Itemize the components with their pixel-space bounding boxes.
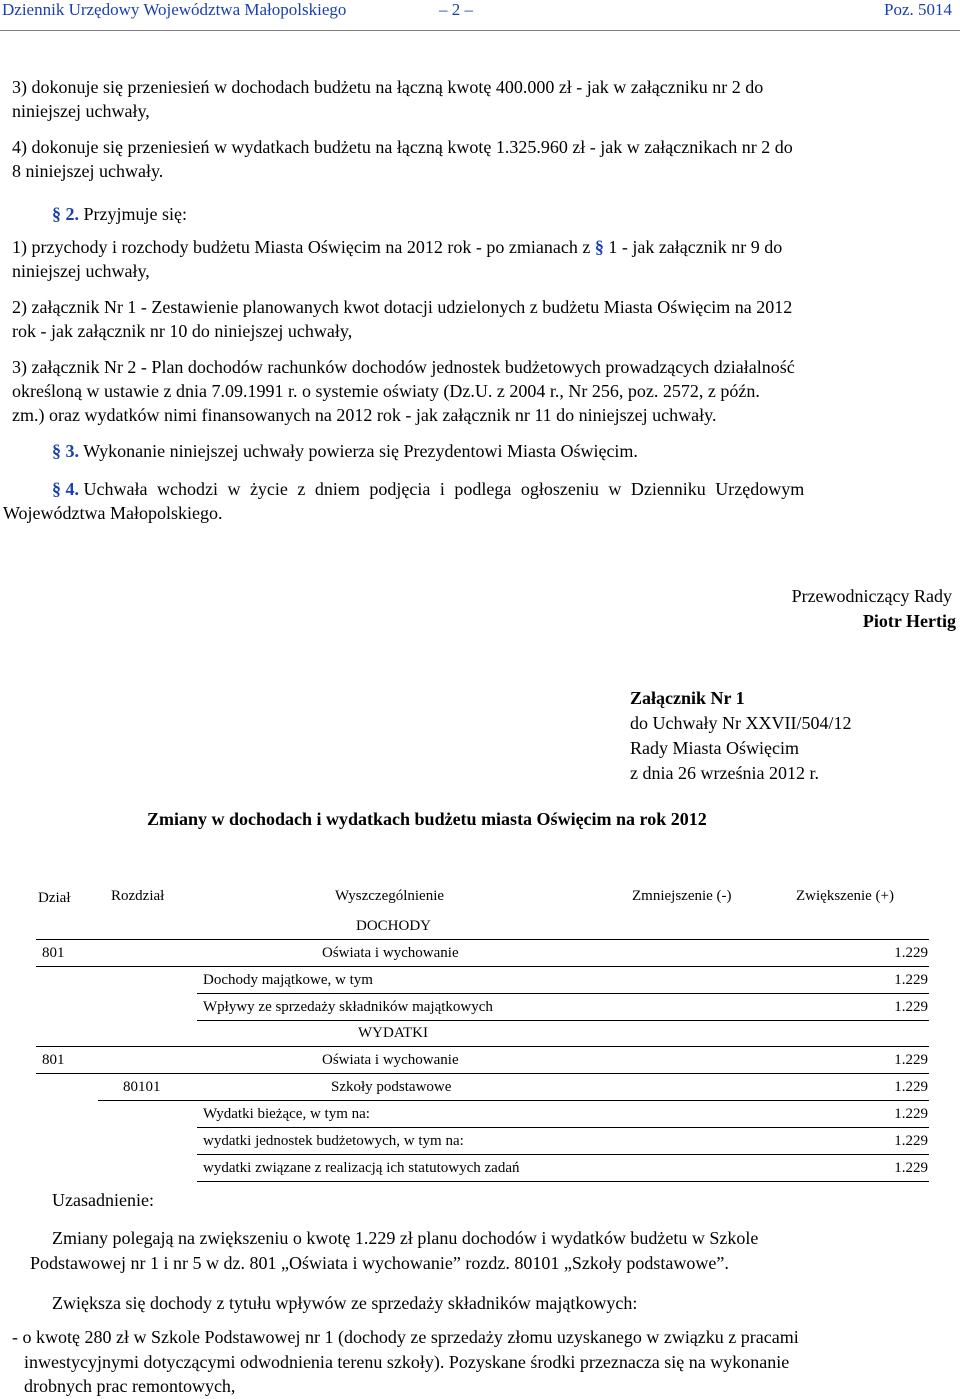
table-row-desc: wydatki jednostek budżetowych, w tym na: <box>203 1133 464 1149</box>
justification-p1-line-1 <box>52 1227 956 1249</box>
point-3-line-2: niniejszej uchwały, <box>12 101 150 121</box>
table-row-dzial: 801 <box>42 1052 65 1068</box>
col-header-dzial: Dział <box>38 890 71 906</box>
section-expense-label: WYDATKI <box>358 1025 428 1041</box>
row-rule <box>197 1154 929 1155</box>
row-rule <box>197 1127 929 1128</box>
item-2-line-1: 2) załącznik Nr 1 - Zestawienie planowanych kwot dotacji udzielonych z budżetu Miasta Oświęcim na 2012 <box>12 297 793 317</box>
position-number: Poz. 5014 <box>884 0 952 19</box>
table-row-desc: Oświata i wychowanie <box>322 945 459 961</box>
table-row-increase: 1.229 <box>894 945 928 961</box>
table-row-increase: 1.229 <box>894 1079 928 1095</box>
justification-p3-line-3: drobnych prac remontowych, <box>24 1376 236 1396</box>
signature-role: Przewodniczący Rady <box>791 586 952 606</box>
item-3-line-3: zm.) oraz wydatków nimi finansowanych na 2012 rok - jak załącznik nr 11 do niniejszej uchwały. <box>12 405 717 425</box>
justification-p2: Zwiększa się dochody z tytułu wpływów ze sprzedaży składników majątkowych: <box>52 1293 638 1313</box>
journal-name: Dziennik Urzędowy Województwa Małopolskiego <box>2 0 347 19</box>
table-row-increase: 1.229 <box>894 999 928 1015</box>
row-rule <box>98 1100 929 1101</box>
section-4-mark: § 4. <box>52 479 79 499</box>
table-row-rozdzial: 80101 <box>123 1079 161 1095</box>
table-row-increase: 1.229 <box>894 1052 928 1068</box>
table-row-increase: 1.229 <box>894 1133 928 1149</box>
item-3-line-2: określoną w ustawie z dnia 7.09.1991 r. o systemie oświaty (Dz.U. z 2004 r., Nr 256, poz. 2572, z późn. <box>12 381 760 401</box>
item-1-text-a: 1) przychody i rozchody budżetu Miasta Oświęcim na 2012 rok - po zmianach z <box>12 237 591 257</box>
section-3-paragraph <box>52 440 638 462</box>
item-1-line-1 <box>12 236 782 258</box>
point-4-line-2: 8 niniejszej uchwały. <box>12 161 164 181</box>
page-number: – 2 – <box>439 0 473 19</box>
annex-date: z dnia 26 września 2012 r. <box>630 763 819 783</box>
table-row-increase: 1.229 <box>894 1106 928 1122</box>
section-2-text: Przyjmuje się: <box>83 204 187 224</box>
col-header-increase: Zwiększenie (+) <box>796 888 894 904</box>
row-rule <box>36 966 929 967</box>
item-3-line-1: 3) załącznik Nr 2 - Plan dochodów rachunków dochodów jednostek budżetowych prowadzących działalność <box>12 357 795 377</box>
section-2-mark: § 2. <box>52 204 79 224</box>
col-header-decrease: Zmniejszenie (-) <box>632 888 732 904</box>
section-income-label: DOCHODY <box>356 918 431 934</box>
item-2-line-2: rok - jak załącznik nr 10 do niniejszej uchwały, <box>12 321 353 341</box>
justification-p3-line-2: inwestycyjnymi dotyczącymi odwodnienia terenu szkoły). Pozyskane środki przeznacza się na wykonanie <box>24 1352 790 1372</box>
table-title: Zmiany w dochodach i wydatkach budżetu miasta Oświęcim na rok 2012 <box>147 809 707 829</box>
section-4-line-2: Województwa Małopolskiego. <box>3 503 223 523</box>
annex-resolution: do Uchwały Nr XXVII/504/12 <box>630 713 852 733</box>
table-row-desc: Szkoły podstawowe <box>331 1079 452 1095</box>
table-row-desc: wydatki związane z realizacją ich statutowych zadań <box>203 1160 520 1176</box>
table-row-desc: Wydatki bieżące, w tym na: <box>203 1106 370 1122</box>
justification-p3-line-1: - o kwotę 280 zł w Szkole Podstawowej nr 1 (dochody ze sprzedaży złomu uzyskanego w związku z pracami <box>12 1327 799 1347</box>
justification-label: Uzasadnienie: <box>52 1190 154 1210</box>
annex-council: Rady Miasta Oświęcim <box>630 738 799 758</box>
row-rule <box>36 1046 929 1047</box>
point-3-line-1 <box>12 76 956 98</box>
point-4-line-1: 4) dokonuje się przeniesień w wydatkach budżetu na łączną kwotę 1.325.960 zł - jak w załącznikach nr 2 do <box>12 137 793 157</box>
item-1-section-mark: § <box>594 237 604 257</box>
section-4-text: Uchwała wchodzi w życie z dniem podjęcia i podlega ogłoszeniu w Dzienniku Urzędowym <box>83 479 805 499</box>
table-row-dzial: 801 <box>42 945 65 961</box>
row-rule <box>36 1073 929 1074</box>
text-span: Zmiany polegają na zwiększeniu o kwotę 1.229 zł planu dochodów i wydatków budżetu w Szkole <box>52 1228 759 1248</box>
col-header-rozdzial: Rozdział <box>111 888 165 904</box>
item-1-line-2: niniejszej uchwały, <box>12 261 150 281</box>
annex-title: Załącznik Nr 1 <box>630 688 745 708</box>
table-row-desc: Oświata i wychowanie <box>322 1052 459 1068</box>
row-rule <box>197 993 929 994</box>
section-4-line-1 <box>52 478 804 500</box>
text-span: 3) dokonuje się przeniesień w dochodach budżetu na łączną kwotę 400.000 zł - jak w załączniku nr 2 do <box>12 77 764 97</box>
signature-name: Piotr Hertig <box>862 611 956 631</box>
section-3-text: Wykonanie niniejszej uchwały powierza się Prezydentowi Miasta Oświęcim. <box>83 441 638 461</box>
justification-p1-line-2: Podstawowej nr 1 i nr 5 w dz. 801 „Oświata i wychowanie” rozdz. 80101 „Szkoły podstawowe”. <box>30 1253 729 1273</box>
section-3-mark: § 3. <box>52 441 79 461</box>
row-rule <box>197 1020 929 1021</box>
col-header-description: Wyszczególnienie <box>335 888 445 904</box>
table-row-desc: Wpływy ze sprzedaży składników majątkowych <box>203 999 493 1015</box>
row-rule <box>197 1181 929 1182</box>
row-rule <box>36 939 929 940</box>
section-2-heading <box>52 203 187 225</box>
table-row-increase: 1.229 <box>894 1160 928 1176</box>
item-1-text-b: 1 - jak załącznik nr 9 do <box>608 237 783 257</box>
table-row-desc: Dochody majątkowe, w tym <box>203 972 373 988</box>
header-rule <box>0 30 960 31</box>
table-row-increase: 1.229 <box>894 972 928 988</box>
